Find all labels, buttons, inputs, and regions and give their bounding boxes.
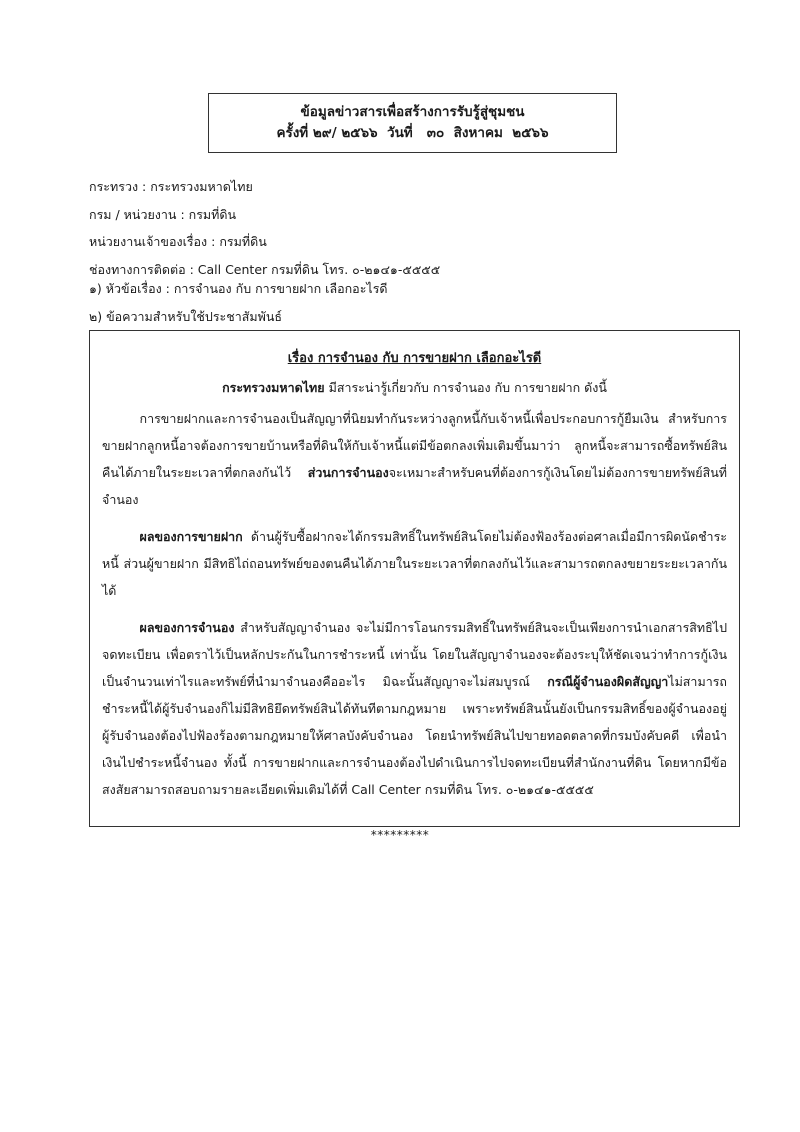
p2-bold: ผลของการขายฝาก bbox=[139, 529, 243, 544]
meta-owner: หน่วยงานเจ้าของเรื่อง : กรมที่ดิน bbox=[89, 234, 267, 249]
intro-bold: กระทรวงมหาดไทย bbox=[222, 380, 325, 395]
p1-tail: จะเหมาะสำหรับคนที่ต้องการกู้เงินโดยไม่ต้องการขายทรัพย์สินที่จำนอง bbox=[102, 465, 727, 507]
paragraph-3 bbox=[102, 614, 727, 803]
p1-bold: ส่วนการจำนอง bbox=[307, 465, 389, 480]
content-box bbox=[89, 330, 740, 827]
intro-rest: มีสาระน่ารู้เกี่ยวกับ การจำนอง กับ การขายฝาก ดังนี้ bbox=[324, 380, 607, 395]
paragraph-2 bbox=[102, 523, 727, 604]
p3-text: สำหรับสัญญาจำนอง จะไม่มีการโอนกรรมสิทธิ์ในทรัพย์สินจะเป็นเพียงการนำเอกสารสิทธิไปจดทะเบียน เพื่อตราไว้เป็นหลักประกันในการชำระหนี้ เท่านั้น โดยในสัญญาจำนองจะต้องระบุให้ชัดเจนว่าทำการกู้เงินเป็นจำนวนเท่าไรและทรัพย์ที่นำมาจำนองคืออะไร มิฉะนั้นสัญญาจะไม่สมบูรณ์ bbox=[102, 620, 727, 689]
meta-section bbox=[89, 173, 440, 283]
topic-item-2: ๒) ข้อความสำหรับใช้ประชาสัมพันธ์ bbox=[89, 308, 283, 324]
meta-contact: ช่องทางการติดต่อ : Call Center กรมที่ดิน โทร. ๐-๒๑๔๑-๕๕๕๕ bbox=[89, 261, 441, 277]
p1-text: การขายฝากและการจำนองเป็นสัญญาที่นิยมทำกันระหว่างลูกหนี้กับเจ้าหนี้เพื่อประกอบการกู้ยืมเงิน สำหรับการขายฝากลูกหนี้อาจต้องการขายบ้านหรือที่ดินให้กับเจ้าหนี้แต่มีข้อตกลงเพิ่มเติมขึ้นมาว่า ลูกหนี้จะสามารถซื้อทรัพย์สินคืนได้ภายในระยะเวลาที่ตกลงกันไว้ bbox=[102, 411, 727, 480]
meta-department: กรม / หน่วยงาน : กรมที่ดิน bbox=[89, 206, 237, 222]
topic-item-1: ๑) หัวข้อเรื่อง : การจำนอง กับ การขายฝาก เลือกอะไรดี bbox=[89, 281, 388, 296]
p3-bold-2: กรณีผู้จำนองผิดสัญญา bbox=[547, 674, 669, 689]
content-intro bbox=[102, 374, 727, 401]
header-box bbox=[208, 93, 617, 153]
p2-text: ด้านผู้รับซื้อฝากจะได้กรรมสิทธิ์ในทรัพย์สินโดยไม่ต้องฟ้องร้องต่อศาลเมื่อมีการผิดนัดชำระหนี้ ส่วนผู้ขายฝาก มีสิทธิไถ่ถอนทรัพย์ของตนคืนได้ภายในระยะเวลาที่ตกลงกันไว้และสามารถตกลงขยายระยะเวลากันได้ bbox=[102, 529, 727, 598]
header-issue-line: ครั้งที่ ๒๙/ ๒๕๖๖ วันที่ ๓๐ สิงหาคม ๒๕๖๖ bbox=[276, 125, 549, 141]
paragraph-1 bbox=[102, 405, 727, 513]
meta-ministry: กระทรวง : กระทรวงมหาดไทย bbox=[89, 179, 253, 194]
content-title: เรื่อง การจำนอง กับ การขายฝาก เลือกอะไรดี bbox=[287, 351, 542, 366]
end-marker: ********* bbox=[370, 828, 430, 842]
p3-bold: ผลของการจำนอง bbox=[139, 620, 235, 635]
header-title: ข้อมูลข่าวสารเพื่อสร้างการรับรู้สู่ชุมชน bbox=[300, 104, 525, 120]
topics-section bbox=[89, 275, 388, 330]
p3-tail: ไม่สามารถชำระหนี้ได้ผู้รับจำนองก็ไม่มีสิทธิยึดทรัพย์สินได้ทันทีตามกฎหมาย เพราะทรัพย์สินนั้นยังเป็นกรรมสิทธิ์ของผู้จำนองอยู่ ผู้รับจำนองต้องไปฟ้องร้องตามกฎหมายให้ศาลบังคับจำนอง โดยนำทรัพย์สินไปขายทอดตลาดที่กรมบังคับคดี เพื่อนำเงินไปชำระหนี้จำนอง ทั้งนี้ การขายฝากและการจำนองต้องไปดำเนินการไปจดทะเบียนที่สำนักงานที่ดิน โดยหากมีข้อสงสัยสามารถสอบถามรายละเอียดเพิ่มเติมได้ที่ Call Center กรมที่ดิน โทร. ๐-๒๑๔๑-๕๕๕๕ bbox=[102, 674, 727, 797]
